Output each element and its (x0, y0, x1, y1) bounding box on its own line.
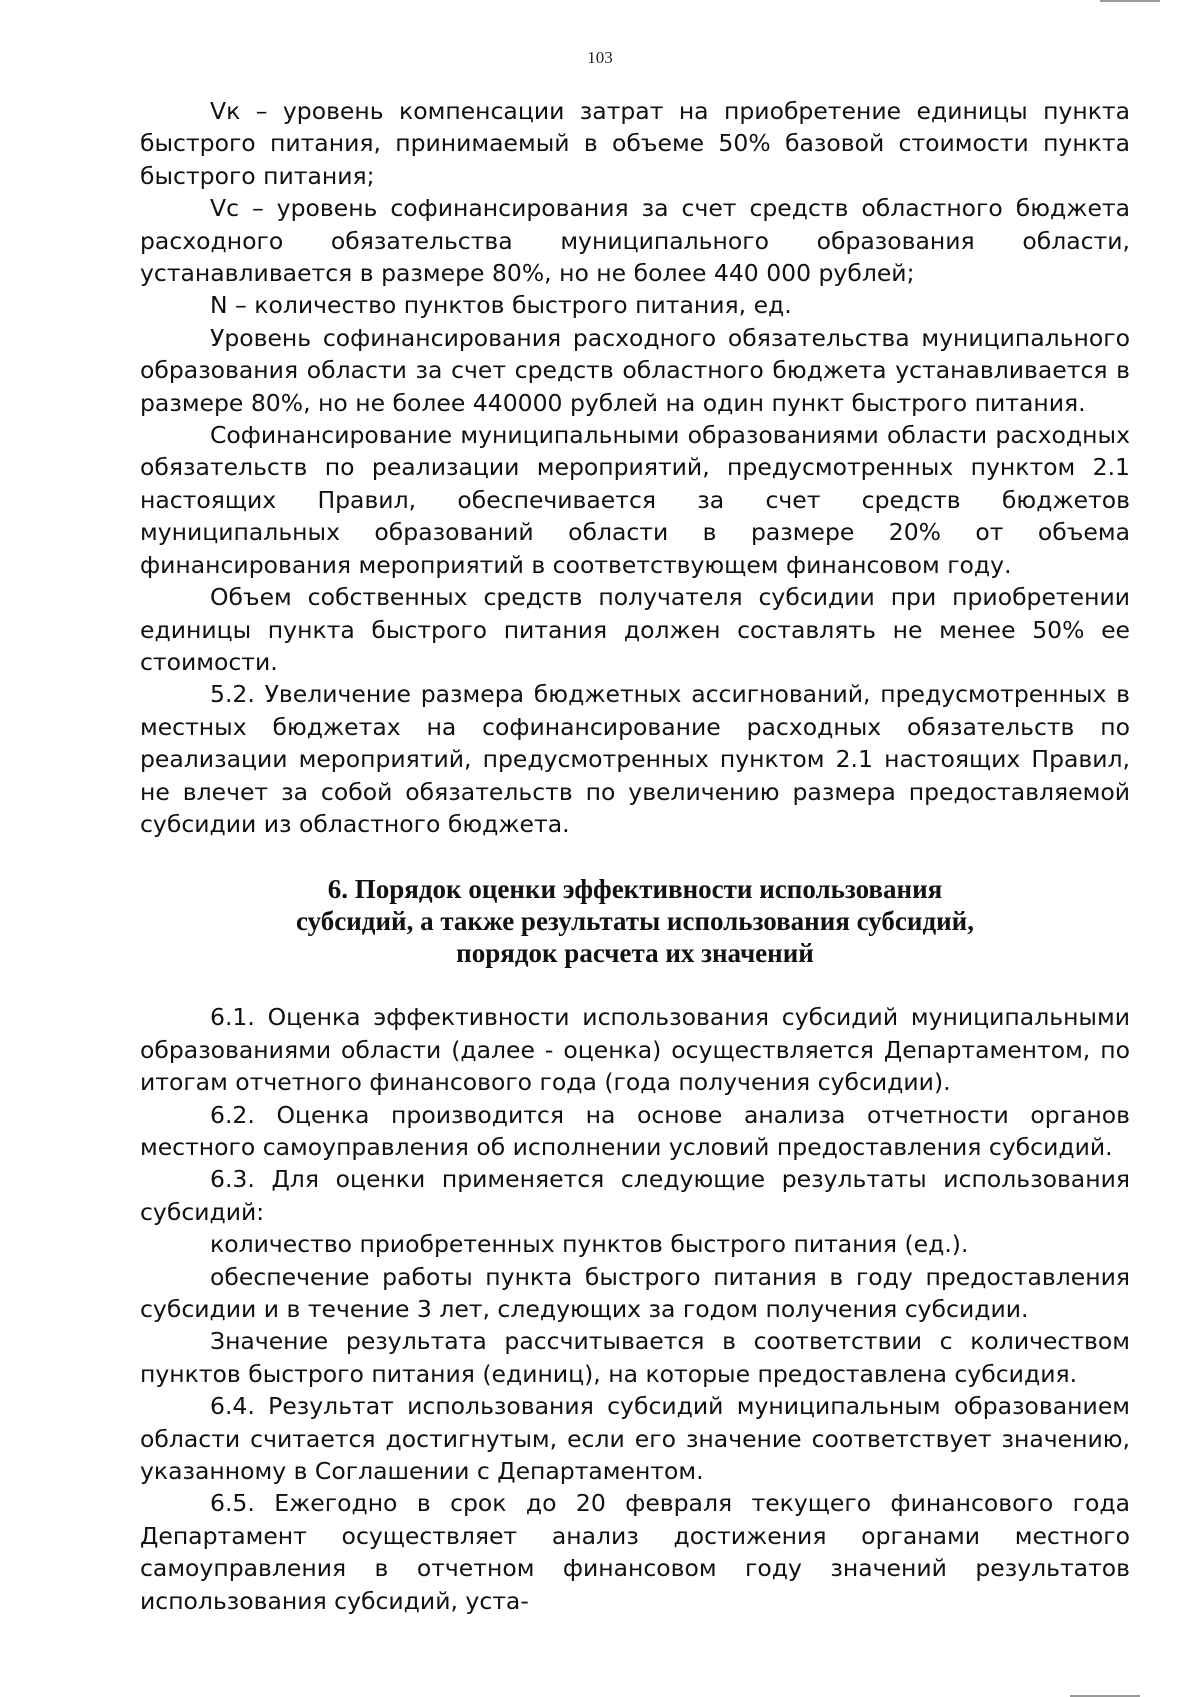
paragraph-cofinancing-level: Уровень софинансирования расходного обязательства муниципального образования области за счет средств областного бюджета устанавливается в размере 80%, но не более 440000 рублей на один пункт быстрого питания. (140, 323, 1130, 417)
paragraph-result-calculation: Значение результата рассчитывается в соответствии с количеством пунктов быстрого питания (единиц), на которые предоставлена субсидия. (140, 1327, 1130, 1388)
section-6-heading-line-2: субсидий, а также результаты использования субсидий, (295, 906, 974, 937)
paragraph-vc-definition: Vс – уровень софинансирования за счет средств областного бюджета расходного обязательства муниципального образования области, устанавливается в размере 80%, но не более 440 000 рублей; (140, 194, 1130, 288)
paragraph-5-2: 5.2. Увеличение размера бюджетных ассигнований, предусмотренных в местных бюджетах на софинансирование расходных обязательств по реализации мероприятий, предусмотренных пунктом 2.1 настоящих Правил, не влечет за собой обязательств по увеличению размера предоставляемой субсидии из областного бюджета. (140, 680, 1130, 838)
section-6-heading-line-1: 6. Порядок оценки эффективности использования (327, 874, 943, 905)
scan-edge-mark-top (1100, 0, 1160, 2)
section-6-heading (140, 873, 1130, 969)
paragraph-6-3: 6.3. Для оценки применяется следующие результаты использования субсидий: (140, 1165, 1130, 1226)
paragraph-vk-definition: Vк – уровень компенсации затрат на приобретение единицы пункта быстрого питания, принимаемый в объеме 50% базовой стоимости пункта быстрого питания; (140, 97, 1130, 190)
paragraph-n-definition: N – количество пунктов быстрого питания, ед. (210, 291, 792, 320)
paragraph-6-5: 6.5. Ежегодно в срок до 20 февраля текущего финансового года Департамент осуществляет анализ достижения органами местного самоуправления в отчетном финансовом году значений результатов использования субсидий, уста- (140, 1489, 1130, 1615)
paragraph-municipal-cofinancing: Софинансирование муниципальными образованиями области расходных обязательств по реализации мероприятий, предусмотренных пунктом 2.1 настоящих Правил, обеспечивается за счет средств бюджетов муниципальных образований области в размере 20% от объема финансирования мероприятий в соответствующем финансовом году. (140, 421, 1130, 579)
section-6-heading-line-3: порядок расчета их значений (456, 938, 814, 969)
paragraph-6-1: 6.1. Оценка эффективности использования субсидий муниципальными образованиями области (далее - оценка) осуществляется Департаментом, по итогам отчетного финансового года (года получения субсидии). (140, 1003, 1130, 1097)
paragraph-result-count: количество приобретенных пунктов быстрого питания (ед.). (210, 1230, 969, 1259)
paragraph-result-operation: обеспечение работы пункта быстрого питания в году предоставления субсидии и в течение 3 лет, следующих за годом получения субсидии. (140, 1262, 1130, 1323)
page-number: 103 (587, 48, 613, 67)
paragraph-own-funds: Объем собственных средств получателя субсидии при приобретении единицы пункта быстрого питания должен составлять не менее 50% ее стоимости. (140, 583, 1130, 676)
document-body (140, 95, 1130, 1617)
paragraph-6-4: 6.4. Результат использования субсидий муниципальным образованием области считается достигнутым, если его значение соответствует значению, указанному в Соглашении с Департаментом. (140, 1392, 1130, 1486)
paragraph-6-2: 6.2. Оценка производится на основе анализа отчетности органов местного самоуправления об исполнении условий предоставления субсидий. (140, 1100, 1130, 1161)
